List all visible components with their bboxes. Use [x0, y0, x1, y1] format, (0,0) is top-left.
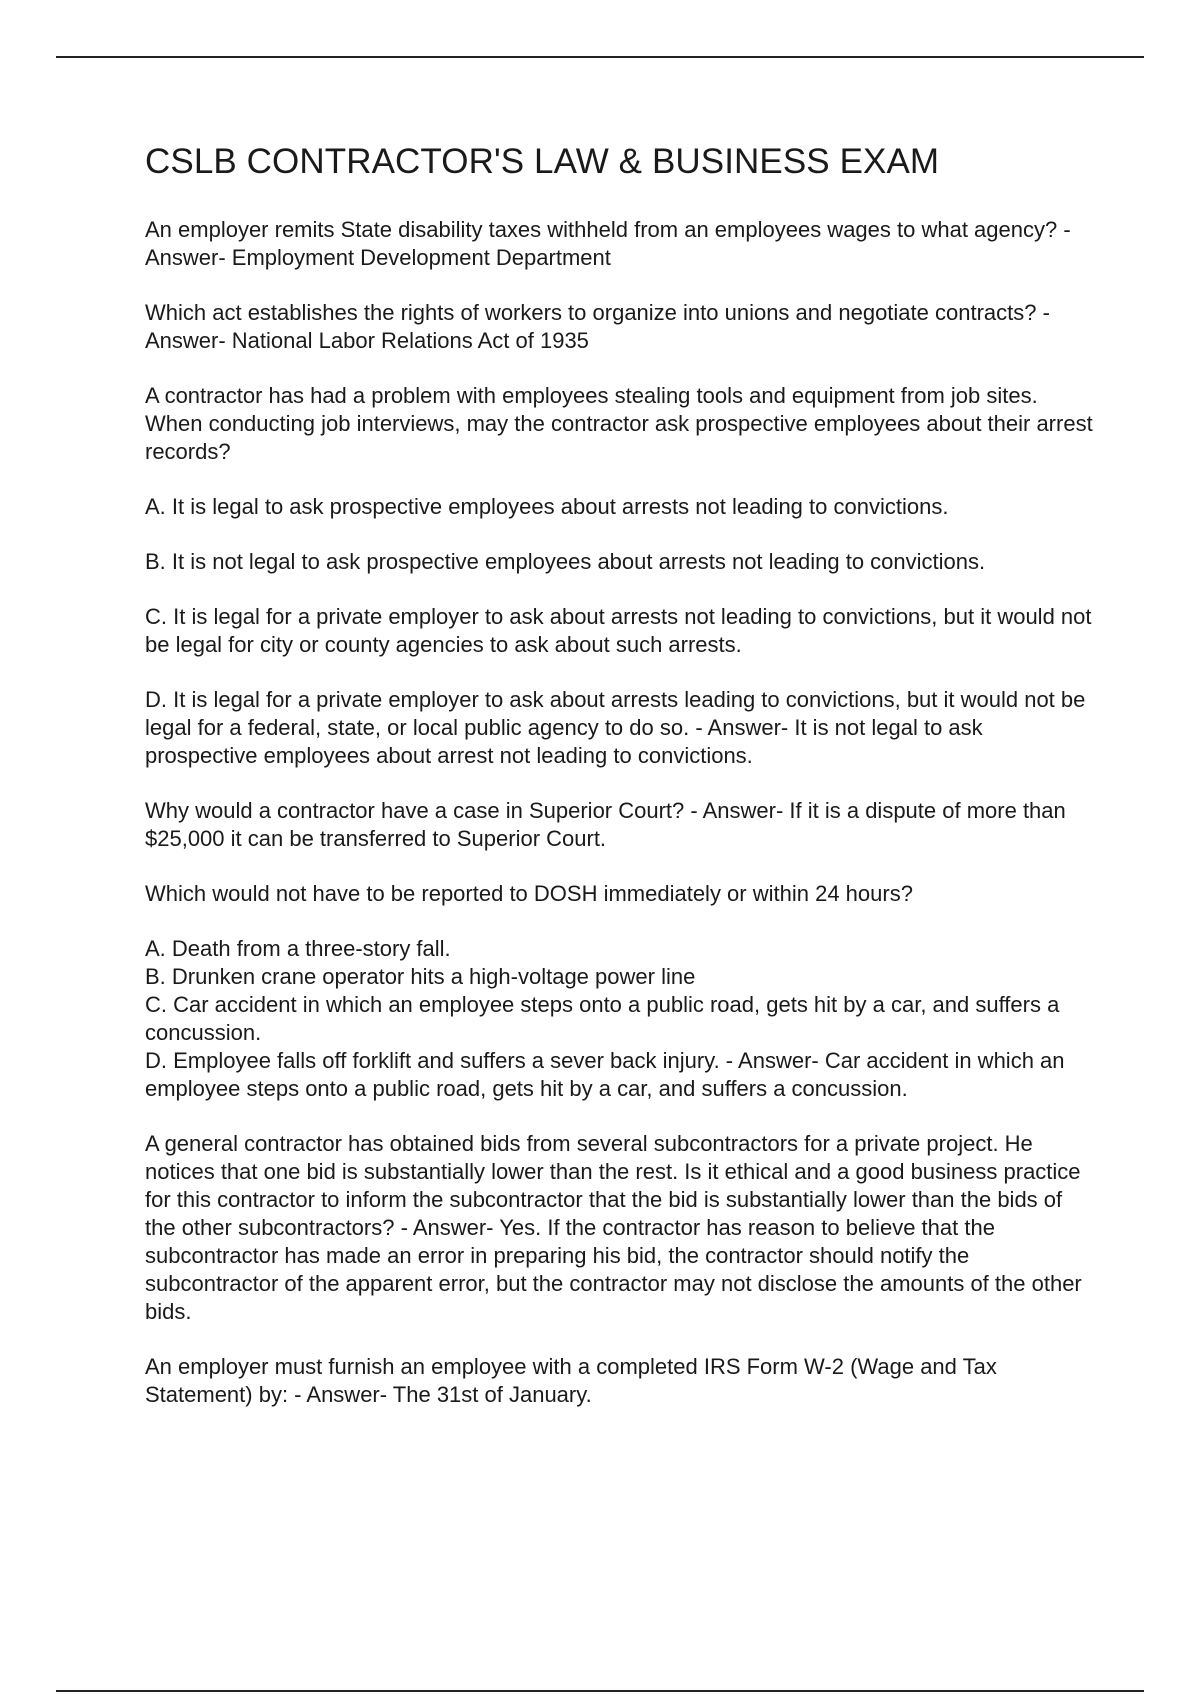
option-dosh-c: C. Car accident in which an employee steps onto a public road, gets hit by a car, and suffers a concussion.	[145, 991, 1060, 1045]
top-rule	[56, 56, 1144, 58]
option-dosh-b: B. Drunken crane operator hits a high-voltage power line	[145, 963, 696, 989]
question-superior-court: Why would a contractor have a case in Superior Court? - Answer- If it is a dispute of more than $25,000 it can be transferred to Superior Court.	[145, 797, 1066, 851]
question-arrest-records: A contractor has had a problem with employees stealing tools and equipment from job sites. When conducting job interviews, may the contractor ask prospective employees about their arrest records?	[145, 382, 1093, 464]
document-title: CSLB CONTRACTOR'S LAW & BUSINESS EXAM	[145, 142, 940, 181]
question-dosh: Which would not have to be reported to DOSH immediately or within 24 hours?	[145, 880, 913, 906]
option-arrest-a: A. It is legal to ask prospective employees about arrests not leading to convictions.	[145, 493, 949, 519]
option-dosh-d-answer: D. Employee falls off forklift and suffers a sever back injury. - Answer- Car accident in which an employee steps onto a public road, gets hit by a car, and suffers a concussion.	[145, 1047, 1065, 1101]
option-arrest-b: B. It is not legal to ask prospective employees about arrests not leading to convictions.	[145, 548, 986, 574]
question-w2: An employer must furnish an employee with a completed IRS Form W-2 (Wage and Tax Statement) by: - Answer- The 31st of January.	[145, 1353, 997, 1407]
option-dosh-a: A. Death from a three-story fall.	[145, 935, 451, 961]
bottom-rule	[56, 1690, 1144, 1692]
question-edd: An employer remits State disability taxes withheld from an employees wages to what agency? - Answer- Employment Development Department	[145, 216, 1071, 270]
option-arrest-c: C. It is legal for a private employer to ask about arrests not leading to convictions, but it would not be legal for city or county agencies to ask about such arrests.	[145, 603, 1092, 657]
document-body	[145, 140, 1095, 1436]
option-arrest-d-answer: D. It is legal for a private employer to ask about arrests leading to convictions, but it would not be legal for a federal, state, or local public agency to do so. - Answer- It is not legal to ask prospective employees about arrest not leading to convictions.	[145, 686, 1086, 768]
question-subcontractor-bid: A general contractor has obtained bids from several subcontractors for a private project. He notices that one bid is substantially lower than the rest. Is it ethical and a good business practice for this contractor to inform the subcontractor that the bid is substantially lower than the bids of the other subcontractors? - Answer- Yes. If the contractor has reason to believe that the subcontractor has made an error in preparing his bid, the contractor should notify the subcontractor of the apparent error, but the contractor may not disclose the amounts of the other bids.	[145, 1130, 1082, 1324]
question-nlra: Which act establishes the rights of workers to organize into unions and negotiate contracts? - Answer- National Labor Relations Act of 1935	[145, 299, 1050, 353]
